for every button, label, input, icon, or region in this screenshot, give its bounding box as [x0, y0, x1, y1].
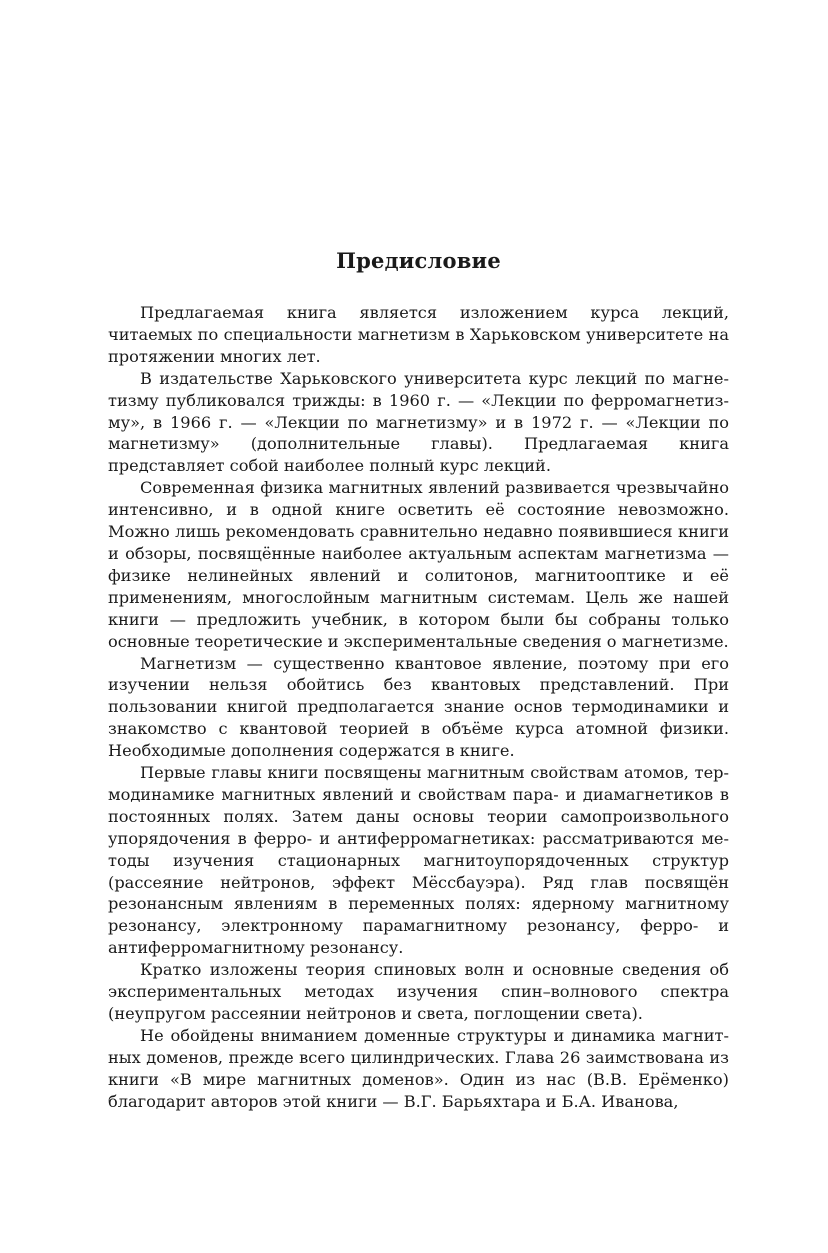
paragraph: Предлагаемая книга является изложением курса лекций, читаемых по специальности магнетизм в Харьковском университете на протяжении многих лет. — [108, 303, 729, 366]
paragraph: Кратко изложены теория спиновых волн и основные сведения об экспериментальных методах изучения спин–волнового спектра (неупругом рассеянии нейтронов и света, поглощении света). — [108, 960, 729, 1023]
paragraph: В издательстве Харьковского университета курс лекций по магнетизму публиковался трижды: в 1960 г. — «Лекции по ферромагнетизму», в 1966 г. — «Лекции по магнетизму» и в 1972 г. — «Лекции по магнетизму» (дополнительные главы). Предлагаемая книга представляет собой наиболее полный курс лекций. — [108, 368, 729, 476]
page-title: Предисловие — [336, 248, 501, 274]
preface-body — [108, 302, 729, 1113]
paragraph: Не обойдены вниманием доменные структуры и динамика магнитных доменов, прежде всего цилиндрических. Глава 26 заимствована из книги «В мире магнитных доменов». Один из нас (В.В. Ерёменко) благодарит авторов этой книги — В.Г. Барьяхтара и Б.А. Иванова, — [108, 1025, 729, 1111]
paragraph: Современная физика магнитных явлений развивается чрезвычайно интенсивно, и в одной книге осветить её состояние невозможно. Можно лишь рекомендовать сравнительно недавно появившиеся книги и обзоры, посвящённые наиболее актуальным аспектам магнетизма — физике нелинейных явлений и солитонов, магнитооптике и её применениям, многослойным магнитным системам. Цель же нашей книги — предложить учебник, в котором были бы собраны только основные теоретические и экспериментальные сведения о магнетизме. — [108, 478, 729, 651]
paragraph: Первые главы книги посвящены магнитным свойствам атомов, термодинамике магнитных явлений и свойствам пара- и диамагнетиков в постоянных полях. Затем даны основы теории самопроизвольного упорядочения в ферро- и антиферромагнетиках: рассматриваются методы изучения стационарных магнитоупорядоченных структур (рассеяние нейтронов, эффект Мёссбауэра). Ряд глав посвящён резонансным явлениям в переменных полях: ядерному магнитному резонансу, электронному парамагнитному резонансу, ферро- и антиферромагнитному резонансу. — [108, 763, 729, 958]
paragraph: Магнетизм — существенно квантовое явление, поэтому при его изучении нельзя обойтись без квантовых представлений. При пользовании книгой предполагается знание основ термодинамики и знакомство с квантовой теорией в объёме курса атомной физики. Необходимые дополнения содержатся в книге. — [108, 653, 729, 761]
